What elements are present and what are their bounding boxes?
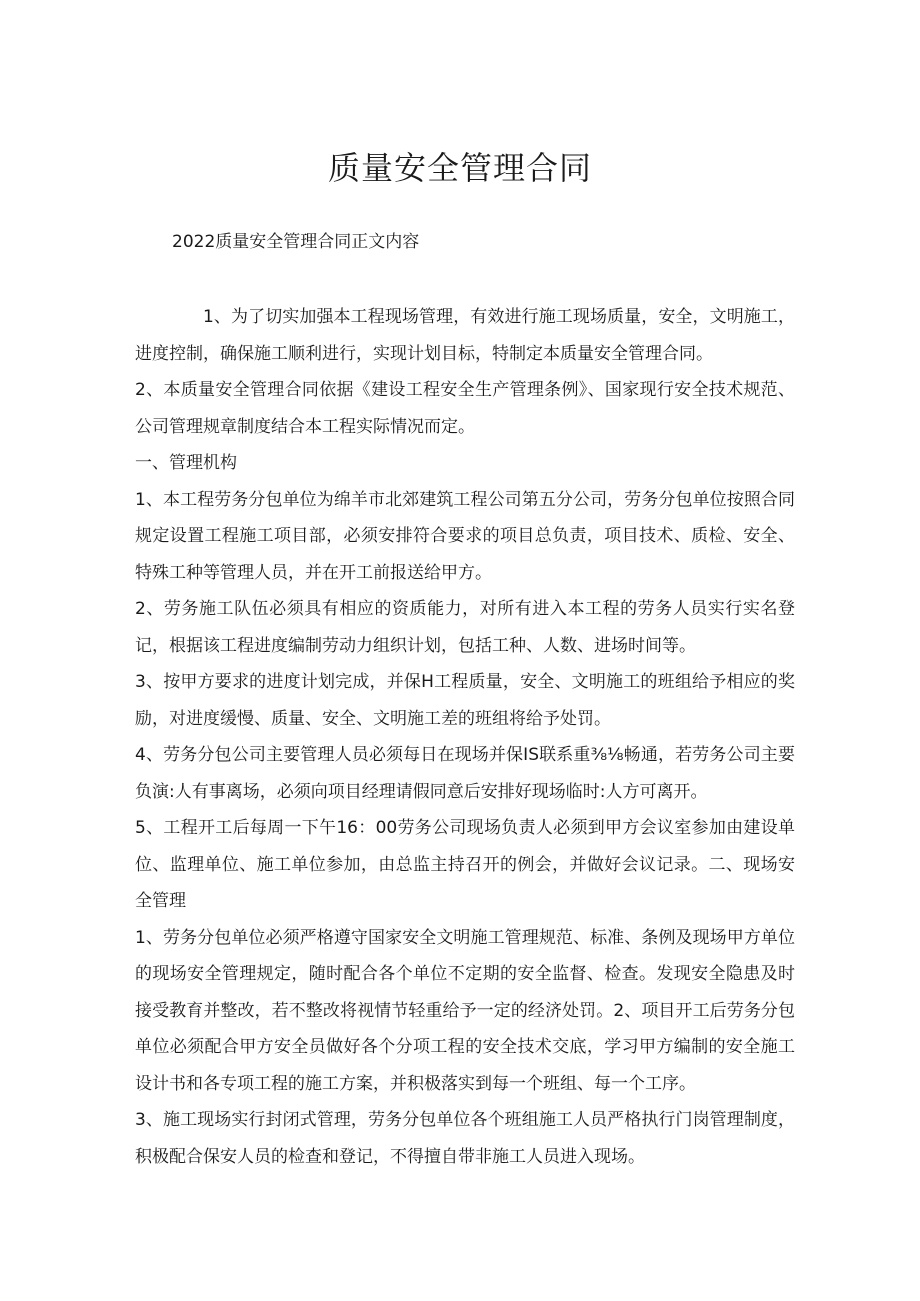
section-heading-management: 一、管理机构: [135, 453, 237, 473]
paragraph-intro-2: 2、本质量安全管理合同依据《建设工程安全生产管理条例》、国家现行安全技术规范、公司管理规章制度结合本工程实际情况而定。: [135, 380, 795, 437]
paragraph-management-4: 4、劳务分包公司主要管理人员必须每日在现场并保IS联系重⅜⅛畅通，若劳务公司主要负演:人有事离场，必须向项目经理请假同意后安排好现场临时:人方可离开。: [135, 745, 795, 802]
paragraph-management-5: 5、工程开工后每周一下午16：00劳务公司现场负责人必须到甲方会议室参加由建设单位、监理单位、施工单位参加，由总监主持召开的例会，并做好会议记录。二、现场安全管理: [135, 818, 795, 911]
paragraph-intro-1: 1、为了切实加强本工程现场管理，有效进行施工现场质量，安全，文明施工，进度控制，确保施工顺利进行，实现计划目标，特制定本质量安全管理合同。: [135, 307, 795, 364]
document-title: 质量安全管理合同: [327, 149, 592, 187]
paragraph-management-2: 2、劳务施工队伍必须具有相应的资质能力，对所有进入本工程的劳务人员实行实名登记，根据该工程进度编制劳动力组织计划，包括工种、人数、进场时间等。: [135, 599, 795, 656]
paragraph-safety-1: 1、劳务分包单位必须严格遵守国家安全文明施工管理规范、标准、条例及现场甲方单位的现场安全管理规定，随时配合各个单位不定期的安全监督、检查。发现安全隐患及时接受教育并整改，若不整改将视情节轻重给予一定的经济处罚。2、项目开工后劳务分包单位必须配合甲方安全员做好各个分项工程的安全技术交底，学习甲方编制的安全施工设计书和各专项工程的施工方案，并积极落实到每一个班组、每一个工序。: [135, 927, 795, 1094]
paragraph-management-3: 3、按甲方要求的进度计划完成，并保H工程质量，安全、文明施工的班组给予相应的奖励，对进度缓慢、质量、安全、文明施工差的班组将给予处罚。: [135, 672, 795, 729]
paragraph-management-1: 1、本工程劳务分包单位为绵羊市北郊建筑工程公司第五分公司，劳务分包单位按照合同规定设置工程施工项目部，必须安排符合要求的项目总负责，项目技术、质检、安全、特殊工种等管理人员，并在开工前报送给甲方。: [135, 489, 795, 583]
document-subtitle: 2022质量安全管理合同正文内容: [172, 232, 420, 252]
paragraph-safety-3: 3、施工现场实行封闭式管理，劳务分包单位各个班组施工人员严格执行门岗管理制度，积极配合保安人员的检查和登记，不得擅自带非施工人员进入现场。: [135, 1110, 795, 1167]
document-body: [135, 299, 795, 1175]
